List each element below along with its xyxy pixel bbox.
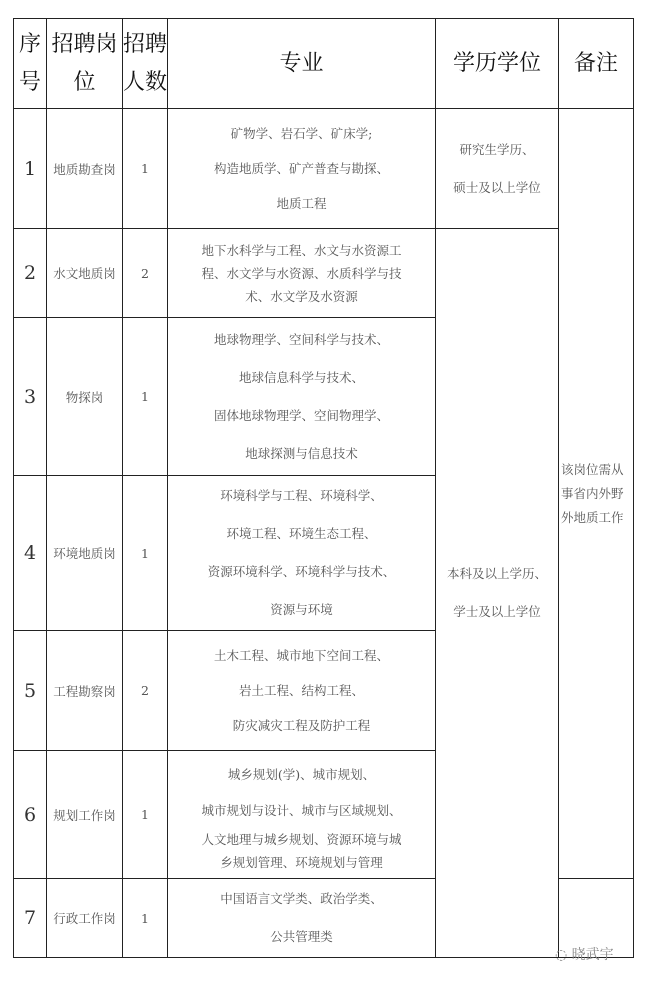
header-edu: 学历学位: [436, 19, 559, 109]
count-cell: 1: [123, 109, 168, 229]
seq-cell: 2: [14, 229, 47, 318]
count-cell: 1: [123, 318, 168, 476]
table-row: [14, 229, 634, 318]
major-cell: [168, 109, 436, 229]
header-major: 专业: [168, 19, 436, 109]
major-cell: [168, 751, 436, 879]
post-cell: 地质勘查岗: [47, 109, 123, 229]
edu-line: 研究生学历、: [459, 141, 535, 157]
header-count: 招聘人数: [123, 19, 168, 109]
major-line: 人文地理与城乡规划、资源环境与城: [201, 831, 402, 847]
header-seq: 序号: [14, 19, 47, 109]
seq-cell: 1: [14, 109, 47, 229]
major-line: 环境工程、环境生态工程、: [226, 526, 377, 541]
edu-line: 学士及以上学位: [453, 604, 541, 619]
seq-cell: 6: [14, 751, 47, 879]
major-line: 地球物理学、空间科学与技术、: [213, 331, 389, 347]
edu-line: 本科及以上学历、: [446, 566, 547, 581]
note-cell: 该岗位需从事省内外野外地质工作: [559, 109, 634, 879]
count-cell: 1: [123, 476, 168, 631]
count-cell: 2: [123, 631, 168, 751]
post-cell: 水文地质岗: [47, 229, 123, 318]
edu-cell-graduate: [436, 109, 559, 229]
major-cell: [168, 229, 436, 318]
major-cell: [168, 631, 436, 751]
major-line: 城市规划与设计、城市与区域规划、: [201, 802, 402, 818]
major-cell: [168, 476, 436, 631]
major-line: 固体地球物理学、空间物理学、: [213, 407, 389, 423]
seq-cell: 5: [14, 631, 47, 751]
count-cell: 1: [123, 751, 168, 879]
seq-cell: 3: [14, 318, 47, 476]
header-row: [14, 19, 634, 109]
major-line: 矿物学、岩石学、矿床学;: [230, 126, 373, 141]
major-line: 中国语言文学类、政治学类、: [220, 891, 383, 906]
major-line: 城乡规划(学)、城市规划、: [227, 766, 376, 782]
major-line: 岩土工程、结构工程、: [238, 683, 364, 698]
major-line: 公共管理类: [270, 929, 333, 944]
major-cell: [168, 318, 436, 476]
table-row: [14, 109, 634, 229]
header-note: 备注: [559, 19, 634, 109]
major-line: 乡规划管理、环境规划与管理: [220, 854, 383, 870]
major-line: 资源与环境: [270, 602, 333, 617]
count-cell: 1: [123, 879, 168, 958]
header-post: 招聘岗位: [47, 19, 123, 109]
seq-cell: 7: [14, 879, 47, 958]
recruitment-table: [13, 18, 634, 958]
post-cell: 物探岗: [47, 318, 123, 476]
watermark-text: 晓武宇: [571, 947, 614, 963]
major-line: 资源环境科学、环境科学与技术、: [207, 564, 396, 579]
edu-cell-bachelor: [436, 229, 559, 958]
major-cell: [168, 879, 436, 958]
major-line: 地下水科学与工程、水文与水资源工: [201, 242, 402, 258]
major-line: 地球探测与信息技术: [245, 445, 358, 461]
count-cell: 2: [123, 229, 168, 318]
seq-cell: 4: [14, 476, 47, 631]
major-line: 土木工程、城市地下空间工程、: [213, 648, 389, 663]
post-cell: 工程勘察岗: [47, 631, 123, 751]
edu-line: 硕士及以上学位: [453, 179, 541, 195]
major-line: 构造地质学、矿产普查与勘探、: [213, 161, 389, 176]
major-line: 程、水文学与水资源、水质科学与技: [201, 265, 402, 281]
major-line: 防灾减灾工程及防护工程: [232, 718, 371, 733]
major-line: 环境科学与工程、环境科学、: [220, 488, 383, 503]
post-cell: 环境地质岗: [47, 476, 123, 631]
major-line: 地质工程: [276, 196, 327, 211]
major-line: 术、水文学及水资源: [245, 288, 358, 304]
major-line: 地球信息科学与技术、: [238, 369, 364, 385]
post-cell: 规划工作岗: [47, 751, 123, 879]
post-cell: 行政工作岗: [47, 879, 123, 958]
watermark: ◌ 晓武宇: [555, 947, 614, 963]
